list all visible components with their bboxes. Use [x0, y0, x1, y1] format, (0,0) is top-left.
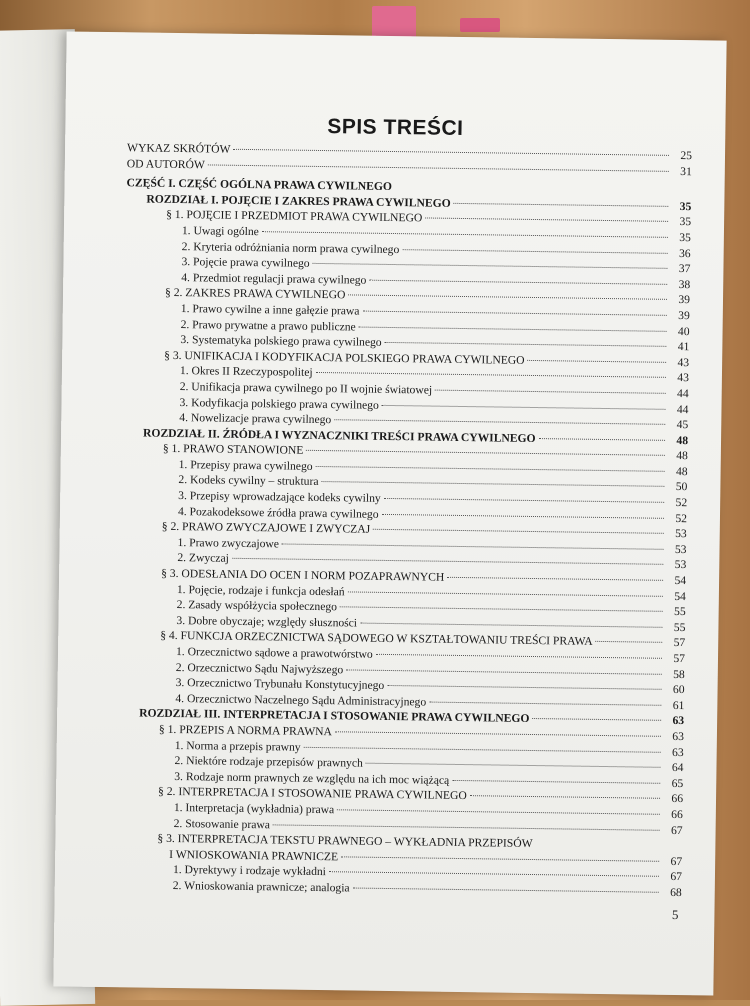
toc-entry-page: 53 — [667, 526, 687, 542]
toc-entry-label: 1. Przepisy prawa cywilnego — [179, 457, 313, 474]
toc-leader-dots — [282, 543, 664, 549]
toc-entry-label: 4. Orzecznictwo Naczelnego Sądu Administracyjnego — [175, 691, 426, 710]
toc-entry-label: 2. Kryteria odróżniania norm prawa cywilnego — [182, 239, 400, 258]
toc-entry-label: ROZDZIAŁ I. POJĘCIE I ZAKRES PRAWA CYWILNEGO — [146, 191, 451, 211]
toc-leader-dots — [232, 558, 663, 565]
toc-leader-dots — [454, 203, 669, 207]
toc-leader-dots — [262, 231, 668, 238]
toc-entry-label: 3. Orzecznictwo Trybunału Konstytucyjnego — [176, 675, 385, 694]
toc-leader-dots — [532, 718, 661, 721]
toc-leader-dots — [337, 809, 660, 815]
toc-entry-page: 58 — [665, 666, 685, 682]
toc-entry-page: 57 — [665, 651, 685, 667]
toc-leader-dots — [359, 326, 667, 331]
toc-entry-page: 63 — [664, 729, 684, 745]
toc-leader-dots — [273, 824, 660, 830]
toc-entry-page: 54 — [666, 573, 686, 589]
toc-entry-page: 57 — [665, 635, 685, 651]
toc-entry-label: § 4. FUNKCJA ORZECZNICTWA SĄDOWEGO W KSZTAŁTOWANIU TREŚCI PRAWA — [160, 628, 593, 650]
toc-entry-label: 1. Interpretacja (wykładnia) prawa — [174, 800, 335, 818]
toc-leader-dots — [346, 669, 662, 674]
toc-entry-label: 3. Rodzaje norm prawnych ze względu na ich moc wiążącą — [174, 769, 449, 788]
toc-entry-page: 39 — [670, 308, 690, 324]
toc-entry-label: 2. Niektóre rodzaje przepisów prawnych — [174, 753, 363, 771]
toc-entry-page: 48 — [668, 464, 688, 480]
toc-leader-dots — [382, 514, 664, 519]
toc-leader-dots — [322, 482, 665, 488]
toc-entry-label: 1. Dyrektywy i rodzaje wykładni — [173, 862, 326, 880]
toc-entry-page: 67 — [662, 869, 682, 885]
toc-leader-dots — [429, 701, 661, 705]
toc-entry-label: 3. Przepisy wprowadzające kodeks cywilny — [178, 488, 381, 506]
toc-leader-dots — [306, 450, 664, 456]
toc-entry-page: 64 — [663, 760, 683, 776]
toc-entry-page: 35 — [671, 214, 691, 230]
toc-entry-label: § 2. PRAWO ZWYCZAJOWE I ZWYCZAJ — [162, 519, 371, 538]
toc-entry-label: § 3. UNIFIKACJA I KODYFIKACJA POLSKIEGO PRAWA CYWILNEGO — [164, 348, 525, 369]
toc-entry-page: 50 — [667, 479, 687, 495]
toc-entry-label: 4. Pozakodeksowe źródła prawa cywilnego — [178, 504, 379, 522]
toc-leader-dots — [435, 390, 666, 394]
toc-entry-label: 2. Stosowanie prawa — [174, 816, 270, 833]
toc-leader-dots — [373, 529, 664, 534]
toc-leader-dots — [385, 342, 667, 347]
toc-leader-dots — [316, 466, 665, 472]
toc-entry-label: 1. Okres II Rzeczypospolitej — [180, 363, 313, 380]
toc-entry-label: WYKAZ SKRÓTÓW — [127, 140, 231, 157]
toc-entry-label: 3. Dobre obyczaje; względy słuszności — [176, 613, 357, 631]
toc-entry-page: 54 — [666, 588, 686, 604]
toc-entry-page: 68 — [662, 885, 682, 901]
toc-entry-label: 2. Kodeks cywilny – struktura — [178, 473, 318, 491]
toc-leader-dots — [313, 263, 668, 269]
toc-entry-page: 63 — [664, 713, 684, 729]
toc-entry-label: 1. Prawo cywilne a inne gałęzie prawa — [181, 301, 360, 319]
toc-entry-label: 3. Pojęcie prawa cywilnego — [181, 254, 309, 271]
toc-entry-page: 67 — [662, 822, 682, 838]
toc-leader-dots — [382, 404, 666, 409]
toc-entry-page: 67 — [662, 854, 682, 870]
toc-entry-label: 1. Norma a przepis prawny — [175, 738, 301, 755]
toc-entry-page: 48 — [668, 448, 688, 464]
toc-leader-dots — [335, 731, 661, 737]
toc-entry-page: 55 — [666, 604, 686, 620]
toc-entry-label: 3. Systematyka polskiego prawa cywilnego — [180, 332, 381, 350]
toc-leader-dots — [470, 795, 660, 799]
page-title: SPIS TREŚCI — [65, 111, 725, 144]
toc-entry-label: § 1. POJĘCIE I PRZEDMIOT PRAWA CYWILNEGO — [166, 207, 422, 226]
toc-entry-label: I WNIOSKOWANIA PRAWNICZE — [169, 847, 338, 865]
toc-leader-dots — [334, 419, 665, 425]
toc-entry-label: ROZDZIAŁ III. INTERPRETACJA I STOSOWANIE PRAWA CYWILNEGO — [139, 706, 529, 727]
toc-entry-label: 1. Pojęcie, rodzaje i funkcja odesłań — [177, 582, 345, 600]
toc-entry-page: 39 — [670, 292, 690, 308]
toc-leader-dots — [536, 844, 660, 846]
toc-leader-dots — [348, 591, 663, 596]
toc-entry-page: 35 — [671, 199, 691, 215]
toc-entry-page: 61 — [664, 698, 684, 714]
toc-entry-label: § 2. ZAKRES PRAWA CYWILNEGO — [165, 285, 346, 303]
toc-entry-page: 66 — [663, 807, 683, 823]
toc-entry-page: 37 — [670, 261, 690, 277]
toc-leader-dots — [348, 295, 667, 300]
toc-entry-page: 65 — [663, 776, 683, 792]
page-number: 5 — [672, 907, 679, 923]
toc-entry-page: 35 — [671, 230, 691, 246]
toc-entry-page: 38 — [670, 277, 690, 293]
toc-entry-label: 1. Orzecznictwo sądowe a prawotwórstwo — [176, 644, 373, 662]
toc-entry-label: 4. Przedmiot regulacji prawa cywilnego — [181, 270, 366, 288]
toc-entry-label: § 3. ODESŁANIA DO OCEN I NORM POZAPRAWNYCH — [161, 566, 444, 586]
toc-entry-label: 1. Uwagi ogólne — [182, 223, 259, 240]
toc-entry-label: ROZDZIAŁ II. ŹRÓDŁA I WYZNACZNIKI TREŚCI PRAWA CYWILNEGO — [143, 425, 536, 446]
toc-entry-label: § 1. PRZEPIS A NORMA PRAWNA — [159, 722, 332, 740]
toc-leader-dots — [425, 218, 668, 222]
toc-entry-page: 60 — [664, 682, 684, 698]
toc-leader-dots — [362, 311, 666, 316]
toc-entry-page: 53 — [666, 557, 686, 573]
toc-entry-label: 2. Wnioskowania prawnicze; analogia — [173, 878, 350, 896]
toc-entry-page: 52 — [667, 495, 687, 511]
toc-leader-dots — [384, 498, 664, 503]
toc-entry-page: 43 — [669, 370, 689, 386]
toc-leader-dots — [395, 187, 669, 191]
toc-entry-label: CZĘŚĆ I. CZĘŚĆ OGÓLNA PRAWA CYWILNEGO — [126, 175, 392, 194]
toc-leader-dots — [447, 577, 663, 581]
toc-leader-dots — [596, 641, 663, 643]
toc-entry-label: 2. Zasady współżycia społecznego — [177, 597, 338, 615]
toc-entry-page: 31 — [672, 163, 692, 179]
pink-bookmark-tab-2 — [460, 18, 500, 32]
toc-entry-label: 2. Zwyczaj — [177, 550, 229, 566]
toc-entry-label: 2. Prawo prywatne a prawo publiczne — [181, 317, 356, 335]
toc-entry-page: 55 — [665, 620, 685, 636]
toc-entry-page: 53 — [666, 542, 686, 558]
toc-entry-label: 2. Unifikacja prawa cywilnego po II wojnie światowej — [180, 379, 433, 398]
toc-leader-dots — [528, 360, 667, 363]
toc-entry-page: 44 — [668, 401, 688, 417]
toc-leader-dots — [539, 438, 665, 441]
toc-entry-page: 43 — [669, 355, 689, 371]
toc-entry-label: 1. Prawo zwyczajowe — [177, 535, 279, 552]
toc-entry-label: § 2. INTERPRETACJA I STOSOWANIE PRAWA CYWILNEGO — [158, 784, 467, 804]
toc-leader-dots — [208, 164, 669, 171]
toc-entry-page: 66 — [663, 791, 683, 807]
toc-leader-dots — [452, 780, 660, 784]
toc-leader-dots — [341, 856, 659, 861]
toc-entry-label: 3. Kodyfikacja polskiego prawa cywilnego — [179, 395, 378, 413]
toc-entry-page: 45 — [668, 417, 688, 433]
toc-entry-label: § 1. PRAWO STANOWIONE — [163, 441, 304, 459]
toc-leader-dots — [304, 746, 661, 752]
toc-leader-dots — [316, 372, 666, 378]
table-of-contents — [117, 140, 692, 900]
toc-entry-page: 63 — [664, 744, 684, 760]
toc-entry-page: 48 — [668, 433, 688, 449]
toc-entry-page: 44 — [669, 386, 689, 402]
toc-leader-dots — [233, 149, 669, 156]
toc-leader-dots — [340, 607, 663, 613]
toc-entry-label: OD AUTORÓW — [127, 156, 205, 173]
toc-leader-dots — [402, 249, 667, 254]
toc-leader-dots — [369, 279, 667, 284]
toc-entry-page: 41 — [669, 339, 689, 355]
toc-entry-label: 4. Nowelizacje prawa cywilnego — [179, 410, 331, 428]
toc-entry-label: § 3. INTERPRETACJA TEKSTU PRAWNEGO – WYKŁADNIA PRZEPISÓW — [157, 831, 532, 852]
toc-leader-dots — [353, 887, 659, 892]
toc-leader-dots — [366, 763, 661, 768]
toc-leader-dots — [387, 685, 661, 690]
toc-leader-dots — [360, 622, 662, 627]
toc-entry-page: 40 — [669, 323, 689, 339]
toc-leader-dots — [329, 871, 659, 877]
toc-entry-label: 2. Orzecznictwo Sądu Najwyższego — [176, 660, 344, 678]
toc-entry-page: 36 — [671, 245, 691, 261]
toc-leader-dots — [376, 654, 662, 659]
toc-entry-page: 52 — [667, 511, 687, 527]
book-page — [53, 31, 726, 995]
toc-entry-page: 25 — [672, 148, 692, 164]
